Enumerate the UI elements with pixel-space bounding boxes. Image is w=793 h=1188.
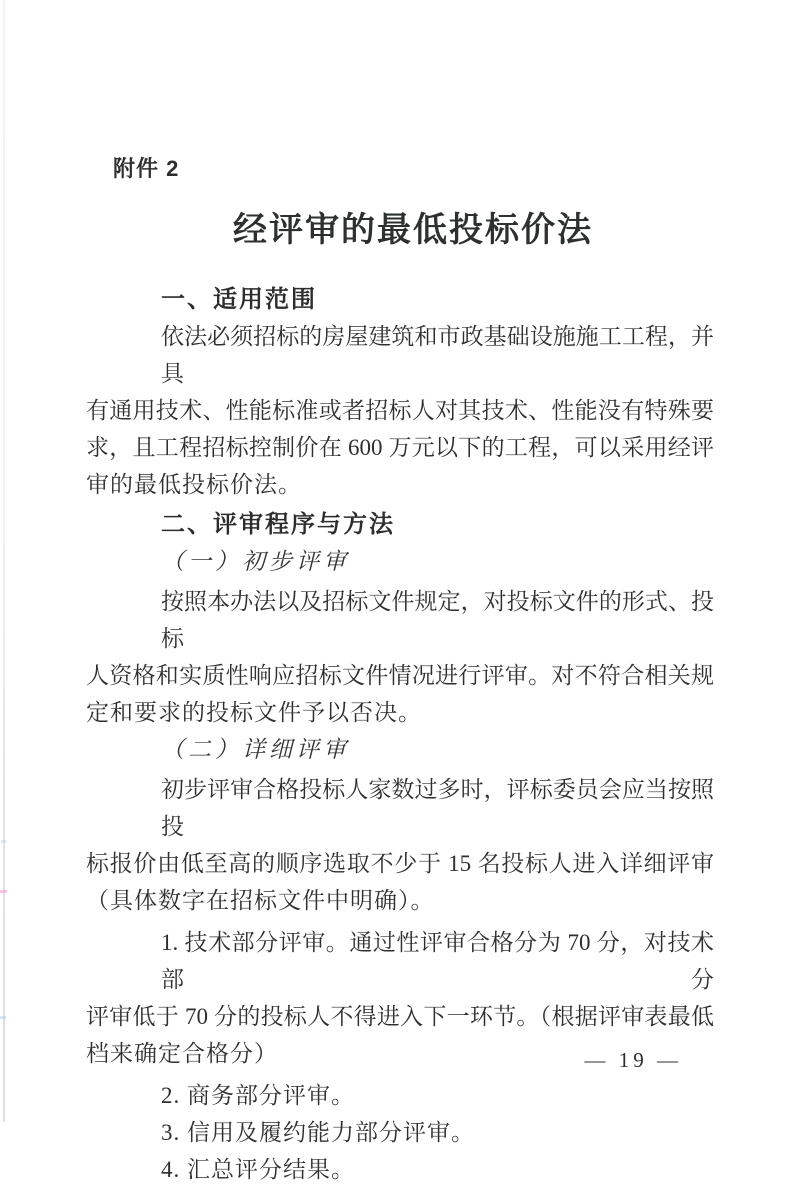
paragraph — [86, 1077, 714, 1114]
paragraph — [86, 1151, 714, 1188]
text-line: 标报价由低至高的顺序选取不少于 15 名投标人进入详细评审 — [86, 851, 714, 876]
text-line: 求，且工程招标控制价在 600 万元以下的工程，可以采用经评 — [86, 435, 714, 460]
paragraph — [86, 1114, 714, 1151]
text-line: 人资格和实质性响应招标文件情况进行评审。对不符合相关规 — [86, 663, 714, 688]
section-subheading: （二）详细评审 — [161, 737, 350, 762]
scan-speck — [1, 840, 6, 843]
text-line: 4. 汇总评分结果。 — [161, 1157, 355, 1182]
scan-speck — [0, 1016, 6, 1019]
scan-speck — [0, 890, 7, 893]
page-content — [86, 0, 714, 1188]
text-line: 1. 技术部分评审。通过性评审合格分为 70 分，对技术部分 — [161, 930, 714, 992]
paragraph — [86, 771, 714, 919]
text-line: 定和要求的投标文件予以否决。 — [86, 700, 422, 725]
page-number: — 19 — — [584, 1048, 682, 1072]
text-line: 2. 商务部分评审。 — [161, 1083, 355, 1108]
document-title: 经评审的最低投标价法 — [233, 212, 593, 249]
section-heading: 二、评审程序与方法 — [161, 511, 395, 538]
text-line: 档来确定合格分） — [86, 1041, 278, 1066]
section-heading: 一、适用范围 — [161, 286, 317, 313]
text-line: 按照本办法以及招标文件规定，对投标文件的形式、投标 — [161, 589, 714, 651]
paragraph — [86, 583, 714, 731]
text-line: 3. 信用及履约能力部分评审。 — [161, 1120, 475, 1145]
text-line: （具体数字在招标文件中明确）。 — [86, 888, 435, 913]
section-subheading: （一）初步评审 — [161, 549, 350, 574]
paragraph — [86, 318, 714, 503]
text-line: 有通用技术、性能标准或者招标人对其技术、性能没有特殊要 — [86, 398, 714, 423]
text-line: 评审低于 70 分的投标人不得进入下一环节。（根据评审表最低 — [86, 1004, 714, 1029]
text-line: 依法必须招标的房屋建筑和市政基础设施施工工程，并具 — [161, 324, 714, 386]
text-line: 初步评审合格投标人家数过多时，评标委员会应当按照投 — [161, 777, 714, 839]
scan-edge-artifact — [3, 0, 5, 1122]
text-line: 审的最低投标价法。 — [86, 472, 302, 497]
attachment-label: 附件 2 — [113, 156, 180, 181]
